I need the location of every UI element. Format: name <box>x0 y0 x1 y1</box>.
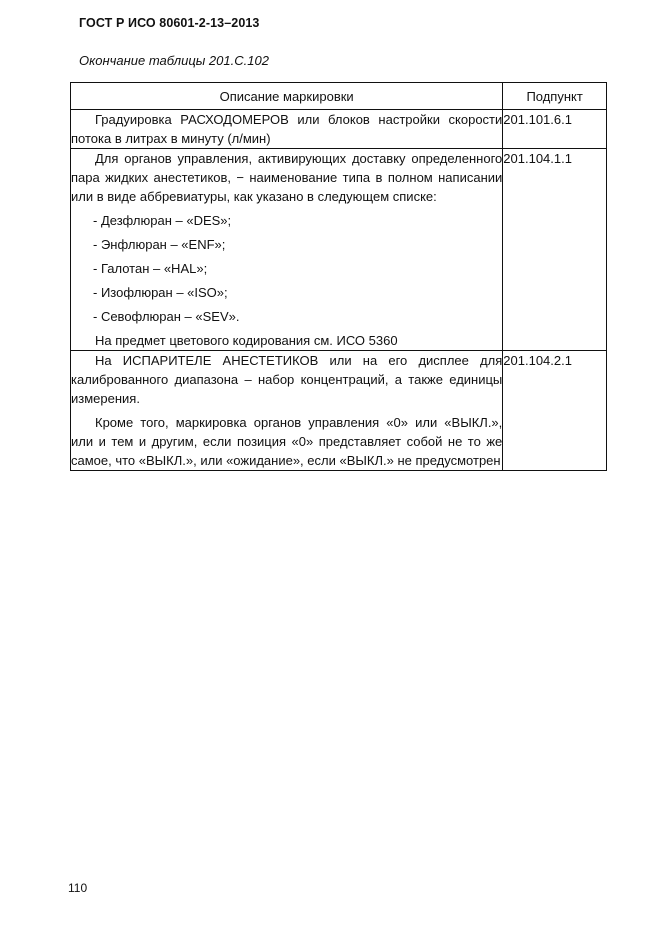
page-number: 110 <box>68 881 88 895</box>
subclause-cell: 201.104.2.1 <box>503 351 607 471</box>
description-paragraph: Градуировка РАСХОДОМЕРОВ или блоков настройки скорости потока в литрах в минуту (л/мин) <box>71 112 503 146</box>
column-header-subclause: Подпункт <box>503 83 607 110</box>
list-item: - Галотан – «HAL»; <box>93 261 208 276</box>
marking-table <box>70 82 607 471</box>
table-row <box>71 351 607 471</box>
subclause-cell: 201.104.1.1 <box>503 149 607 351</box>
table-row <box>71 110 607 149</box>
list-item: - Энфлюран – «ENF»; <box>93 237 226 252</box>
table-header-row <box>71 83 607 110</box>
table-row <box>71 149 607 351</box>
document-header: ГОСТ Р ИСО 80601-2-13–2013 <box>79 16 260 30</box>
description-cell <box>71 110 503 149</box>
description-paragraph: На ИСПАРИТЕЛЕ АНЕСТЕТИКОВ или на его дисплее для калиброванного диапазона – набор концентраций, а также единицы измерения. <box>71 353 503 406</box>
color-coding-note: На предмет цветового кодирования см. ИСО 5360 <box>95 333 398 348</box>
description-cell <box>71 149 503 351</box>
description-cell <box>71 351 503 471</box>
description-paragraph: Кроме того, маркировка органов управления «0» или «ВЫКЛ.», или и тем и другим, если позиция «0» представляет собой не то же самое, что «ВЫКЛ.», или «ожидание», если «ВЫКЛ.» не предусмотрен <box>71 415 503 468</box>
column-header-description: Описание маркировки <box>71 83 503 110</box>
list-item: - Севофлюран – «SEV». <box>93 309 240 324</box>
list-item: - Изофлюран – «ISO»; <box>93 285 228 300</box>
list-item: - Дезфлюран – «DES»; <box>93 213 232 228</box>
table-caption: Окончание таблицы 201.C.102 <box>79 53 269 68</box>
description-paragraph: Для органов управления, активирующих доставку определенного пара жидких анестетиков, − наименование типа в полном написании или в виде аббревиатуры, как указано в следующем списке: <box>71 151 503 204</box>
subclause-cell: 201.101.6.1 <box>503 110 607 149</box>
